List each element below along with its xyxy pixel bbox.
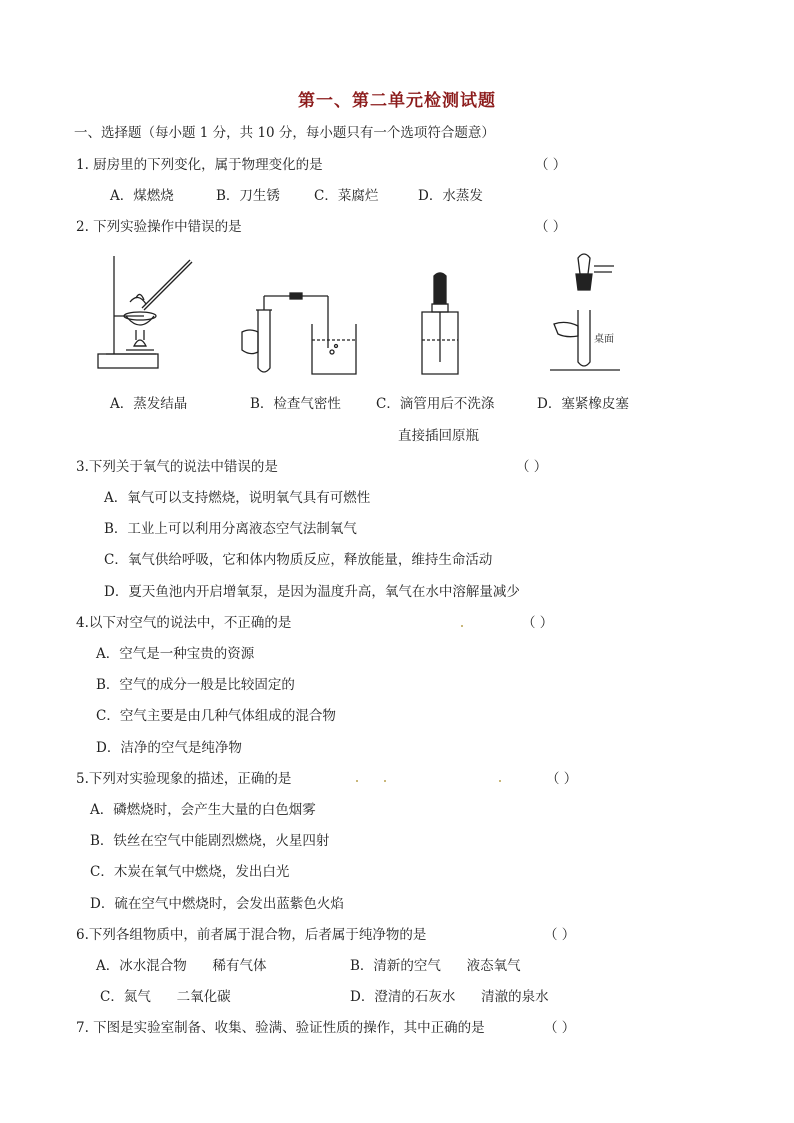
question-2-stem: 2. 下列实验操作中错误的是 <box>76 219 242 235</box>
q1-option-d: D．水蒸发 <box>418 188 483 204</box>
answer-blank-5[interactable]: （ ） <box>546 771 578 787</box>
q4-option-a: A．空气是一种宝贵的资源 <box>96 646 255 662</box>
answer-blank-3[interactable]: （ ） <box>516 459 548 475</box>
answer-blank-2[interactable]: （ ） <box>535 219 567 235</box>
q1-option-b: B．刀生锈 <box>216 188 280 204</box>
figure-dropper-bottle <box>410 270 470 380</box>
figure-evaporation <box>96 250 196 380</box>
stray-dot <box>384 780 386 782</box>
q6-option-d: D．澄清的石灰水 清澈的泉水 <box>350 989 549 1005</box>
q5-option-d: D．硫在空气中燃烧时，会发出蓝紫色火焰 <box>90 896 344 912</box>
q2-option-d: D．塞紧橡皮塞 <box>537 396 629 412</box>
q5-option-c: C．木炭在氧气中燃烧，发出白光 <box>90 864 290 880</box>
question-4-stem: 4.以下对空气的说法中，不正确的是 <box>76 615 292 631</box>
q4-option-b: B．空气的成分一般是比较固定的 <box>96 677 295 693</box>
q3-option-a: A．氧气可以支持燃烧，说明氧气具有可燃性 <box>104 490 371 506</box>
q2-option-a: A．蒸发结晶 <box>110 396 188 412</box>
answer-blank-7[interactable]: （ ） <box>544 1020 576 1036</box>
q2-option-c-line2: 直接插回原瓶 <box>398 428 479 444</box>
q5-option-a: A．磷燃烧时，会产生大量的白色烟雾 <box>90 802 316 818</box>
question-7-stem: 7. 下图是实验室制备、收集、验满、验证性质的操作，其中正确的是 <box>76 1020 485 1036</box>
q1-option-c: C．菜腐烂 <box>314 188 379 204</box>
q3-option-b: B．工业上可以利用分离液态空气法制氧气 <box>104 521 357 537</box>
question-6-stem: 6.下列各组物质中，前者属于混合物，后者属于纯净物的是 <box>76 927 427 943</box>
question-3-stem: 3.下列关于氧气的说法中错误的是 <box>76 459 278 475</box>
stray-dot <box>461 625 463 627</box>
q2-option-c: C．滴管用后不洗涤 <box>376 396 495 412</box>
answer-blank-1[interactable]: （ ） <box>535 157 567 173</box>
q4-option-d: D．洁净的空气是纯净物 <box>96 740 242 756</box>
figure-d-label: 桌面 <box>594 334 614 345</box>
question-5-stem: 5.下列对实验现象的描述，正确的是 <box>76 771 292 787</box>
q2-option-b: B．检查气密性 <box>250 396 341 412</box>
page-title: 第一、第二单元检测试题 <box>298 91 496 111</box>
answer-blank-6[interactable]: （ ） <box>544 927 576 943</box>
figure-airtightness <box>240 288 370 380</box>
q1-option-a: A．煤燃烧 <box>110 188 174 204</box>
q6-option-b: B．清新的空气 液态氧气 <box>350 958 521 974</box>
stray-dot <box>356 780 358 782</box>
question-1-stem: 1. 厨房里的下列变化，属于物理变化的是 <box>76 157 323 173</box>
q3-option-d: D．夏天鱼池内开启增氧泵，是因为温度升高，氧气在水中溶解量减少 <box>104 584 520 600</box>
q6-option-a: A．冰水混合物 稀有气体 <box>96 958 267 974</box>
q4-option-c: C．空气主要是由几种气体组成的混合物 <box>96 708 336 724</box>
section-heading: 一、选择题（每小题 1 分，共 10 分，每小题只有一个选项符合题意） <box>74 125 495 141</box>
stray-dot <box>499 780 501 782</box>
q6-option-c: C．氮气 二氧化碳 <box>100 989 231 1005</box>
q3-option-c: C．氧气供给呼吸，它和体内物质反应，释放能量，维持生命活动 <box>104 552 493 568</box>
answer-blank-4[interactable]: （ ） <box>522 615 554 631</box>
q5-option-b: B．铁丝在空气中能剧烈燃烧，火星四射 <box>90 833 330 849</box>
figure-insert-stopper <box>544 250 624 376</box>
